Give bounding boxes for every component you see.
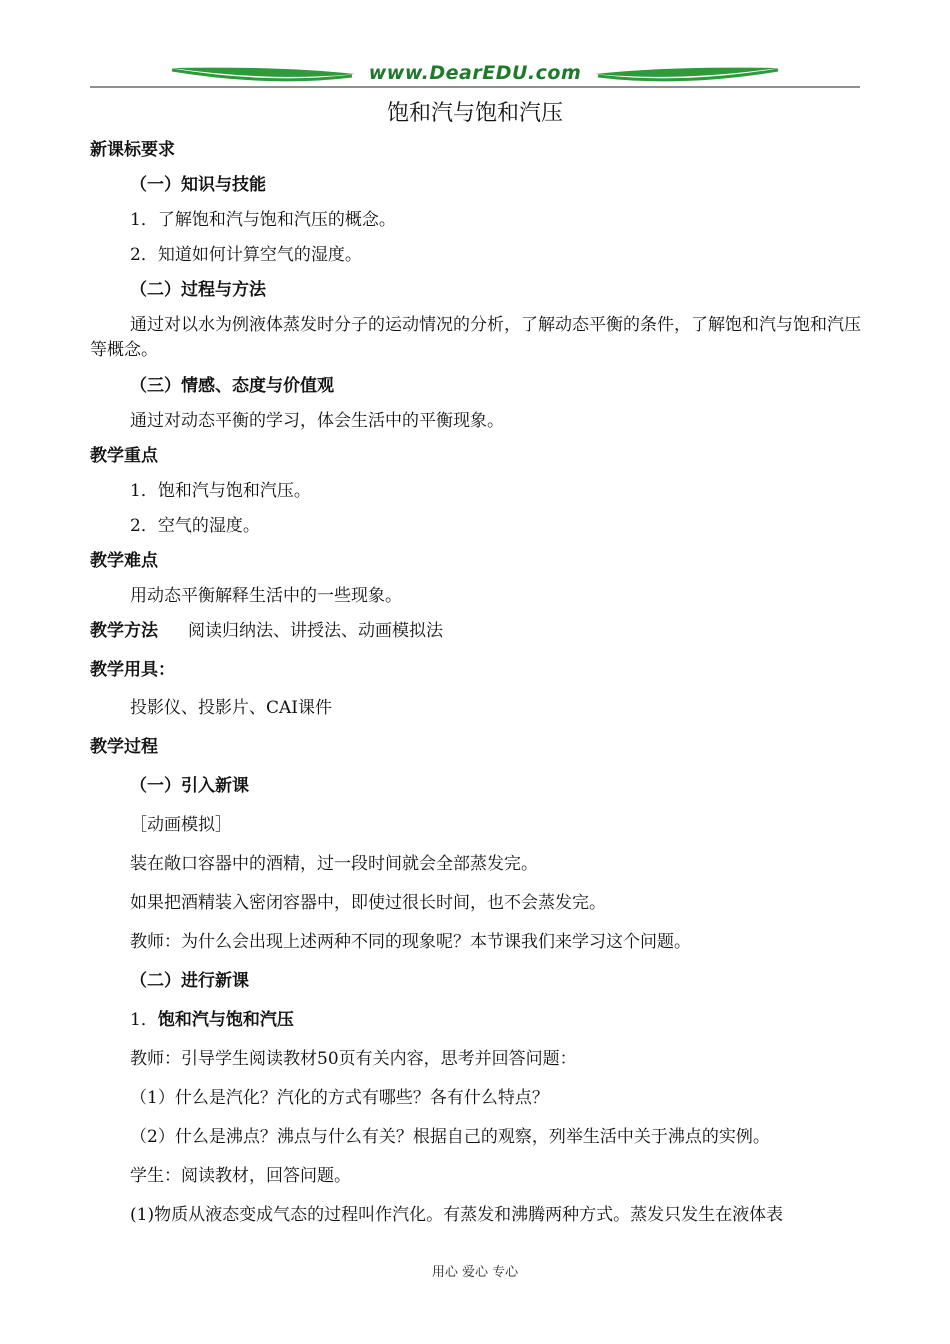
list-item: 1．饱和汽与饱和汽压。 (130, 481, 311, 501)
paragraph: 如果把酒精装入密闭容器中，即使过很长时间，也不会蒸发完。 (130, 893, 606, 913)
subheading-values: （三）情感、态度与价值观 (130, 376, 334, 396)
paragraph: 装在敞口容器中的酒精，过一段时间就会全部蒸发完。 (130, 854, 538, 874)
subheading-process: （二）过程与方法 (130, 280, 266, 300)
heading-key-points: 教学重点 (90, 446, 158, 466)
section-heading: 饱和汽与饱和汽压 (157, 1010, 294, 1030)
heading-requirements: 新课标要求 (90, 140, 175, 160)
section-number: 1． (130, 1010, 158, 1030)
paragraph: 通过对动态平衡的学习，体会生活中的平衡现象。 (130, 411, 504, 431)
paragraph: 用动态平衡解释生活中的一些现象。 (130, 586, 402, 606)
paragraph: 教师：引导学生阅读教材50页有关内容，思考并回答问题： (130, 1049, 577, 1069)
site-logo: www.DearEDU.com (368, 62, 582, 84)
site-header (90, 60, 860, 92)
subheading-knowledge: （一）知识与技能 (130, 175, 266, 195)
paragraph: 通过对以水为例液体蒸发时分子的运动情况的分析，了解动态平衡的条件，了解饱和汽与饱和汽压等概念。 (90, 315, 861, 360)
paragraph: 学生：阅读教材，回答问题。 (130, 1166, 351, 1186)
paragraph: （2）什么是沸点？沸点与什么有关？根据自己的观察，列举生活中关于沸点的实例。 (130, 1127, 770, 1147)
teaching-methods-row (90, 619, 862, 643)
heading-process: 教学过程 (90, 737, 158, 757)
heading-difficulties: 教学难点 (90, 551, 158, 571)
subheading-new-lesson: （二）进行新课 (130, 971, 249, 991)
list-item: 2．知道如何计算空气的湿度。 (130, 245, 362, 265)
heading-methods: 教学方法 (90, 621, 158, 641)
list-item: 2．空气的湿度。 (130, 516, 260, 536)
list-item: 1．了解饱和汽与饱和汽压的概念。 (130, 210, 396, 230)
paragraph: 投影仪、投影片、CAI课件 (130, 698, 332, 718)
page-title: 饱和汽与饱和汽压 (386, 101, 563, 126)
paragraph: ［动画模拟］ (130, 815, 232, 835)
heading-tools: 教学用具： (90, 660, 175, 680)
page-footer: 用心 爱心 专心 (431, 1265, 519, 1280)
paragraph: （1）什么是汽化？汽化的方式有哪些？各有什么特点？ (130, 1088, 549, 1108)
section-heading-row (90, 1008, 862, 1032)
methods-text: 阅读归纳法、讲授法、动画模拟法 (188, 621, 443, 641)
paragraph: (1)物质从液态变成气态的过程叫作汽化。有蒸发和沸腾两种方式。蒸发只发生在液体表 (130, 1205, 784, 1225)
paragraph: 教师：为什么会出现上述两种不同的现象呢？本节课我们来学习这个问题。 (130, 932, 691, 952)
document-body (90, 138, 862, 1227)
subheading-intro: （一）引入新课 (130, 776, 249, 796)
